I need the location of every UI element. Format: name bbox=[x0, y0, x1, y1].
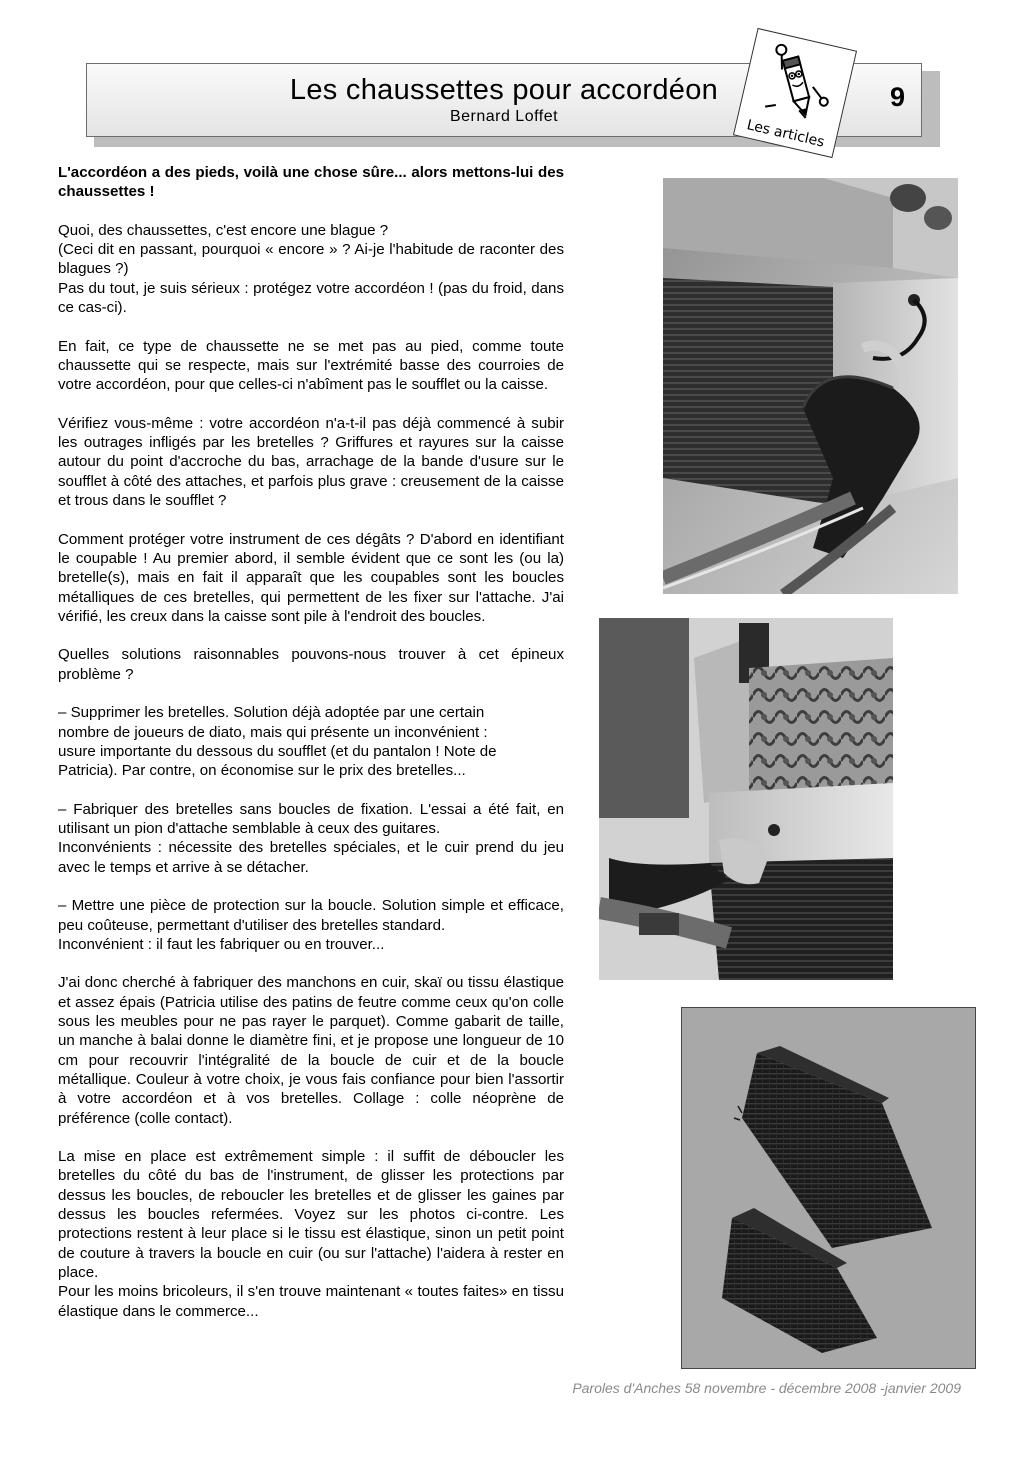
paragraph: J'ai donc cherché à fabriquer des manchons en cuir, skaï ou tissu élastique et assez épais (Patricia utilise des patins de feutre comme ceux qu'on colle sous les meubles pour ne pas rayer le parquet). Comme gabarit de taille, un manche à balai donne le diamètre fini, et je propose une longueur de 10 cm pour recouvrir l'intégralité de la boucle de cuir et de la boucle métallique. Couleur à votre choix, je vous fais confiance pour bien l'assortir à votre accordéon et à vos bretelles. Collage : colle néoprène de préférence (colle contact). bbox=[58, 974, 564, 1127]
solution-line: Patricia). Par contre, on économise sur le prix des bretelles... bbox=[58, 762, 466, 780]
solution-line: Inconvénients : nécessite des bretelles spéciales, et le cuir prend du jeu avec le temps et arrive à se détacher. bbox=[58, 839, 564, 876]
paragraph: Vérifiez vous-même : votre accordéon n'a-t-il pas déjà commencé à subir les outrages infligés par les bretelles ? Griffures et rayures sur la caisse autour du point d'accroche du bas, arrachage de la bande d'usure sur le soufflet à côté des attaches, et parfois plus grave : creusement de la caisse et trous dans le soufflet ? bbox=[58, 414, 564, 510]
conclusion-line: Pour les moins bricoleurs, il s'en trouve maintenant « toutes faites» en tissu élastique dans le commerce... bbox=[58, 1283, 564, 1320]
article-title: Les chaussettes pour accordéon bbox=[289, 74, 719, 106]
page-number: 9 bbox=[889, 82, 905, 112]
article-body bbox=[58, 163, 564, 1340]
paragraph: Comment protéger votre instrument de ces dégâts ? D'abord en identifiant le coupable ! Au premier abord, il semble évident que ce sont les (ou la) bretelle(s), mais en fait il apparaît que les coupables sont les boucles métalliques de ces bretelles, qui permettent de les fixer sur l'attache. J'ai vérifié, les creux dans la caisse sont pile à l'endroit des boucles. bbox=[58, 530, 564, 625]
paragraph-intro bbox=[58, 221, 564, 317]
paragraph-conclusion bbox=[58, 1147, 564, 1321]
paragraph: Quelles solutions raisonnables pouvons-nous trouver à cet épineux problème ? bbox=[58, 646, 564, 683]
intro-line: Quoi, des chaussettes, c'est encore une blague ? bbox=[58, 221, 389, 239]
solution-line: Inconvénient : il faut les fabriquer ou en trouver... bbox=[58, 935, 385, 953]
photo-accordion-strap-sock bbox=[663, 178, 958, 594]
paragraph: En fait, ce type de chaussette ne se met pas au pied, comme toute chaussette qui se respecte, mais sur l'extrémité basse des courroies de votre accordéon, pour que celles-ci n'abîment pas le soufflet ou la caisse. bbox=[58, 337, 564, 394]
pencil-mascot-icon bbox=[754, 36, 844, 129]
photo-accordion-side-view bbox=[599, 618, 893, 980]
article-lead: L'accordéon a des pieds, voilà une chose sûre... alors mettons-lui des chaussettes ! bbox=[58, 164, 564, 201]
page-footer: Paroles d'Anches 58 novembre - décembre 2008 -janvier 2009 bbox=[572, 1380, 961, 1396]
conclusion-line: La mise en place est extrêmement simple : il suffit de déboucler les bretelles du côté du bas de l'instrument, de glisser les protections par dessus les boucles, de reboucler les bretelles et de glisser les gaines par dessus les boucles refermées. Voyez sur les photos ci-contre. Les protections restent à leur place si le tissu est élastique, sinon un petit point de couture à travers la boucle en cuir (ou sur l'attache) l'aidera à rester en place. bbox=[58, 1148, 564, 1281]
paragraph-solution-3 bbox=[58, 896, 564, 954]
badge-label: Les articles bbox=[745, 117, 826, 151]
solution-line: – Fabriquer des bretelles sans boucles de fixation. L'essai a été fait, en utilisant un pion d'attache semblable à ceux des guitares. bbox=[58, 800, 564, 838]
paragraph-solution-2 bbox=[58, 800, 564, 877]
solution-line: – Supprimer les bretelles. Solution déjà adoptée par une certain bbox=[58, 704, 485, 722]
solution-line: usure importante du dessous du soufflet (et du pantalon ! Note de bbox=[58, 742, 497, 760]
photo-two-socks bbox=[681, 1007, 976, 1369]
article-author: Bernard Loffet bbox=[449, 108, 559, 125]
intro-line: Pas du tout, je suis sérieux : protégez votre accordéon ! (pas du froid, dans ce cas-ci). bbox=[58, 279, 564, 317]
solution-line: nombre de joueurs de diato, mais qui présente un inconvénient : bbox=[58, 723, 488, 741]
intro-line: (Ceci dit en passant, pourquoi « encore » ? Ai-je l'habitude de raconter des blagues ?) bbox=[58, 241, 564, 278]
paragraph-solution-1 bbox=[58, 703, 564, 780]
solution-line: – Mettre une pièce de protection sur la boucle. Solution simple et efficace, peu coûteuse, permettant d'utiliser des bretelles standard. bbox=[58, 897, 564, 934]
